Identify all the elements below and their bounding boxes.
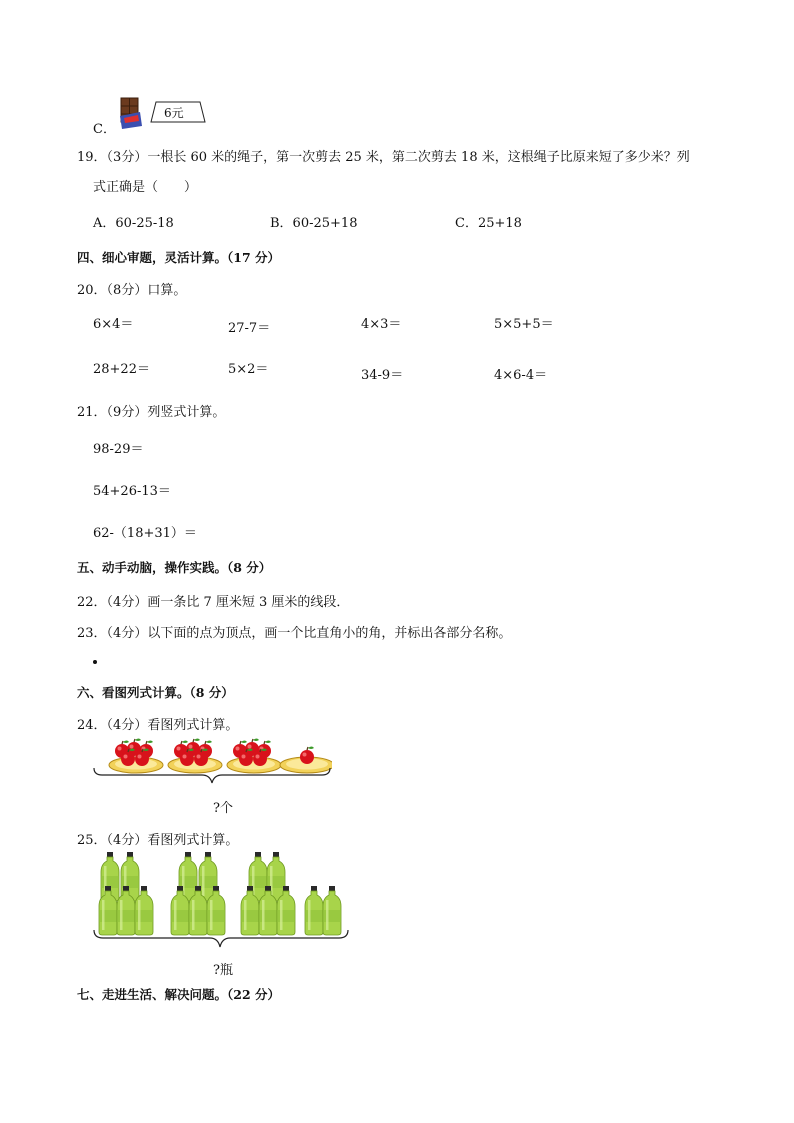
q19-option-b[interactable]: B．60-25+18 — [270, 216, 358, 231]
q18-option-c-label: C． — [93, 122, 116, 137]
q19-option-c[interactable]: C．25+18 — [455, 216, 522, 231]
q19-option-a[interactable]: A．60-25-18 — [93, 216, 174, 231]
price-tag-text: 6元 — [164, 106, 184, 120]
q21-item: 54+26-13＝ — [93, 484, 171, 499]
section-5-heading: 五、动手动脑，操作实践。（8 分） — [77, 560, 272, 575]
vertex-dot — [93, 660, 97, 664]
q20-item: 4×3＝ — [361, 317, 402, 332]
chocolate-icon — [118, 96, 144, 130]
q24-title: 24．（4分）看图列式计算。 — [77, 718, 239, 733]
q19-text-line2: 式正确是（ ） — [93, 180, 198, 195]
q20-item: 34-9＝ — [361, 368, 404, 383]
q22-text: 22．（4分）画一条比 7 厘米短 3 厘米的线段． — [77, 595, 350, 610]
q21-item: 98-29＝ — [93, 442, 144, 457]
section-7-heading: 七、走进生活、解决问题。（22 分） — [77, 987, 280, 1002]
q20-item: 28+22＝ — [93, 362, 150, 377]
q20-item: 5×2＝ — [228, 362, 269, 377]
q21-title: 21．（9分）列竖式计算。 — [77, 405, 226, 420]
q19-text-line1: 19．（3分）一根长 60 米的绳子，第一次剪去 25 米，第二次剪去 18 米，这根绳子比原来短了多少米？列 — [77, 150, 690, 165]
q21-item: 62-（18+31）＝ — [93, 526, 197, 541]
q20-title: 20．（8分）口算。 — [77, 283, 187, 298]
q25-title: 25．（4分）看图列式计算。 — [77, 833, 239, 848]
q20-item: 4×6-4＝ — [494, 368, 548, 383]
bottles-illustration — [92, 850, 352, 960]
q20-item: 6×4＝ — [93, 317, 134, 332]
q24-caption: ?个 — [213, 801, 233, 816]
q20-item: 5×5+5＝ — [494, 317, 554, 332]
apple-plates-illustration — [92, 738, 332, 798]
section-6-heading: 六、看图列式计算。（8 分） — [77, 685, 234, 700]
q20-item: 27-7＝ — [228, 321, 271, 336]
q23-text: 23．（4分）以下面的点为顶点，画一个比直角小的角，并标出各部分名称。 — [77, 626, 512, 641]
section-4-heading: 四、细心审题，灵活计算。（17 分） — [77, 250, 280, 265]
q25-caption: ?瓶 — [213, 963, 233, 978]
